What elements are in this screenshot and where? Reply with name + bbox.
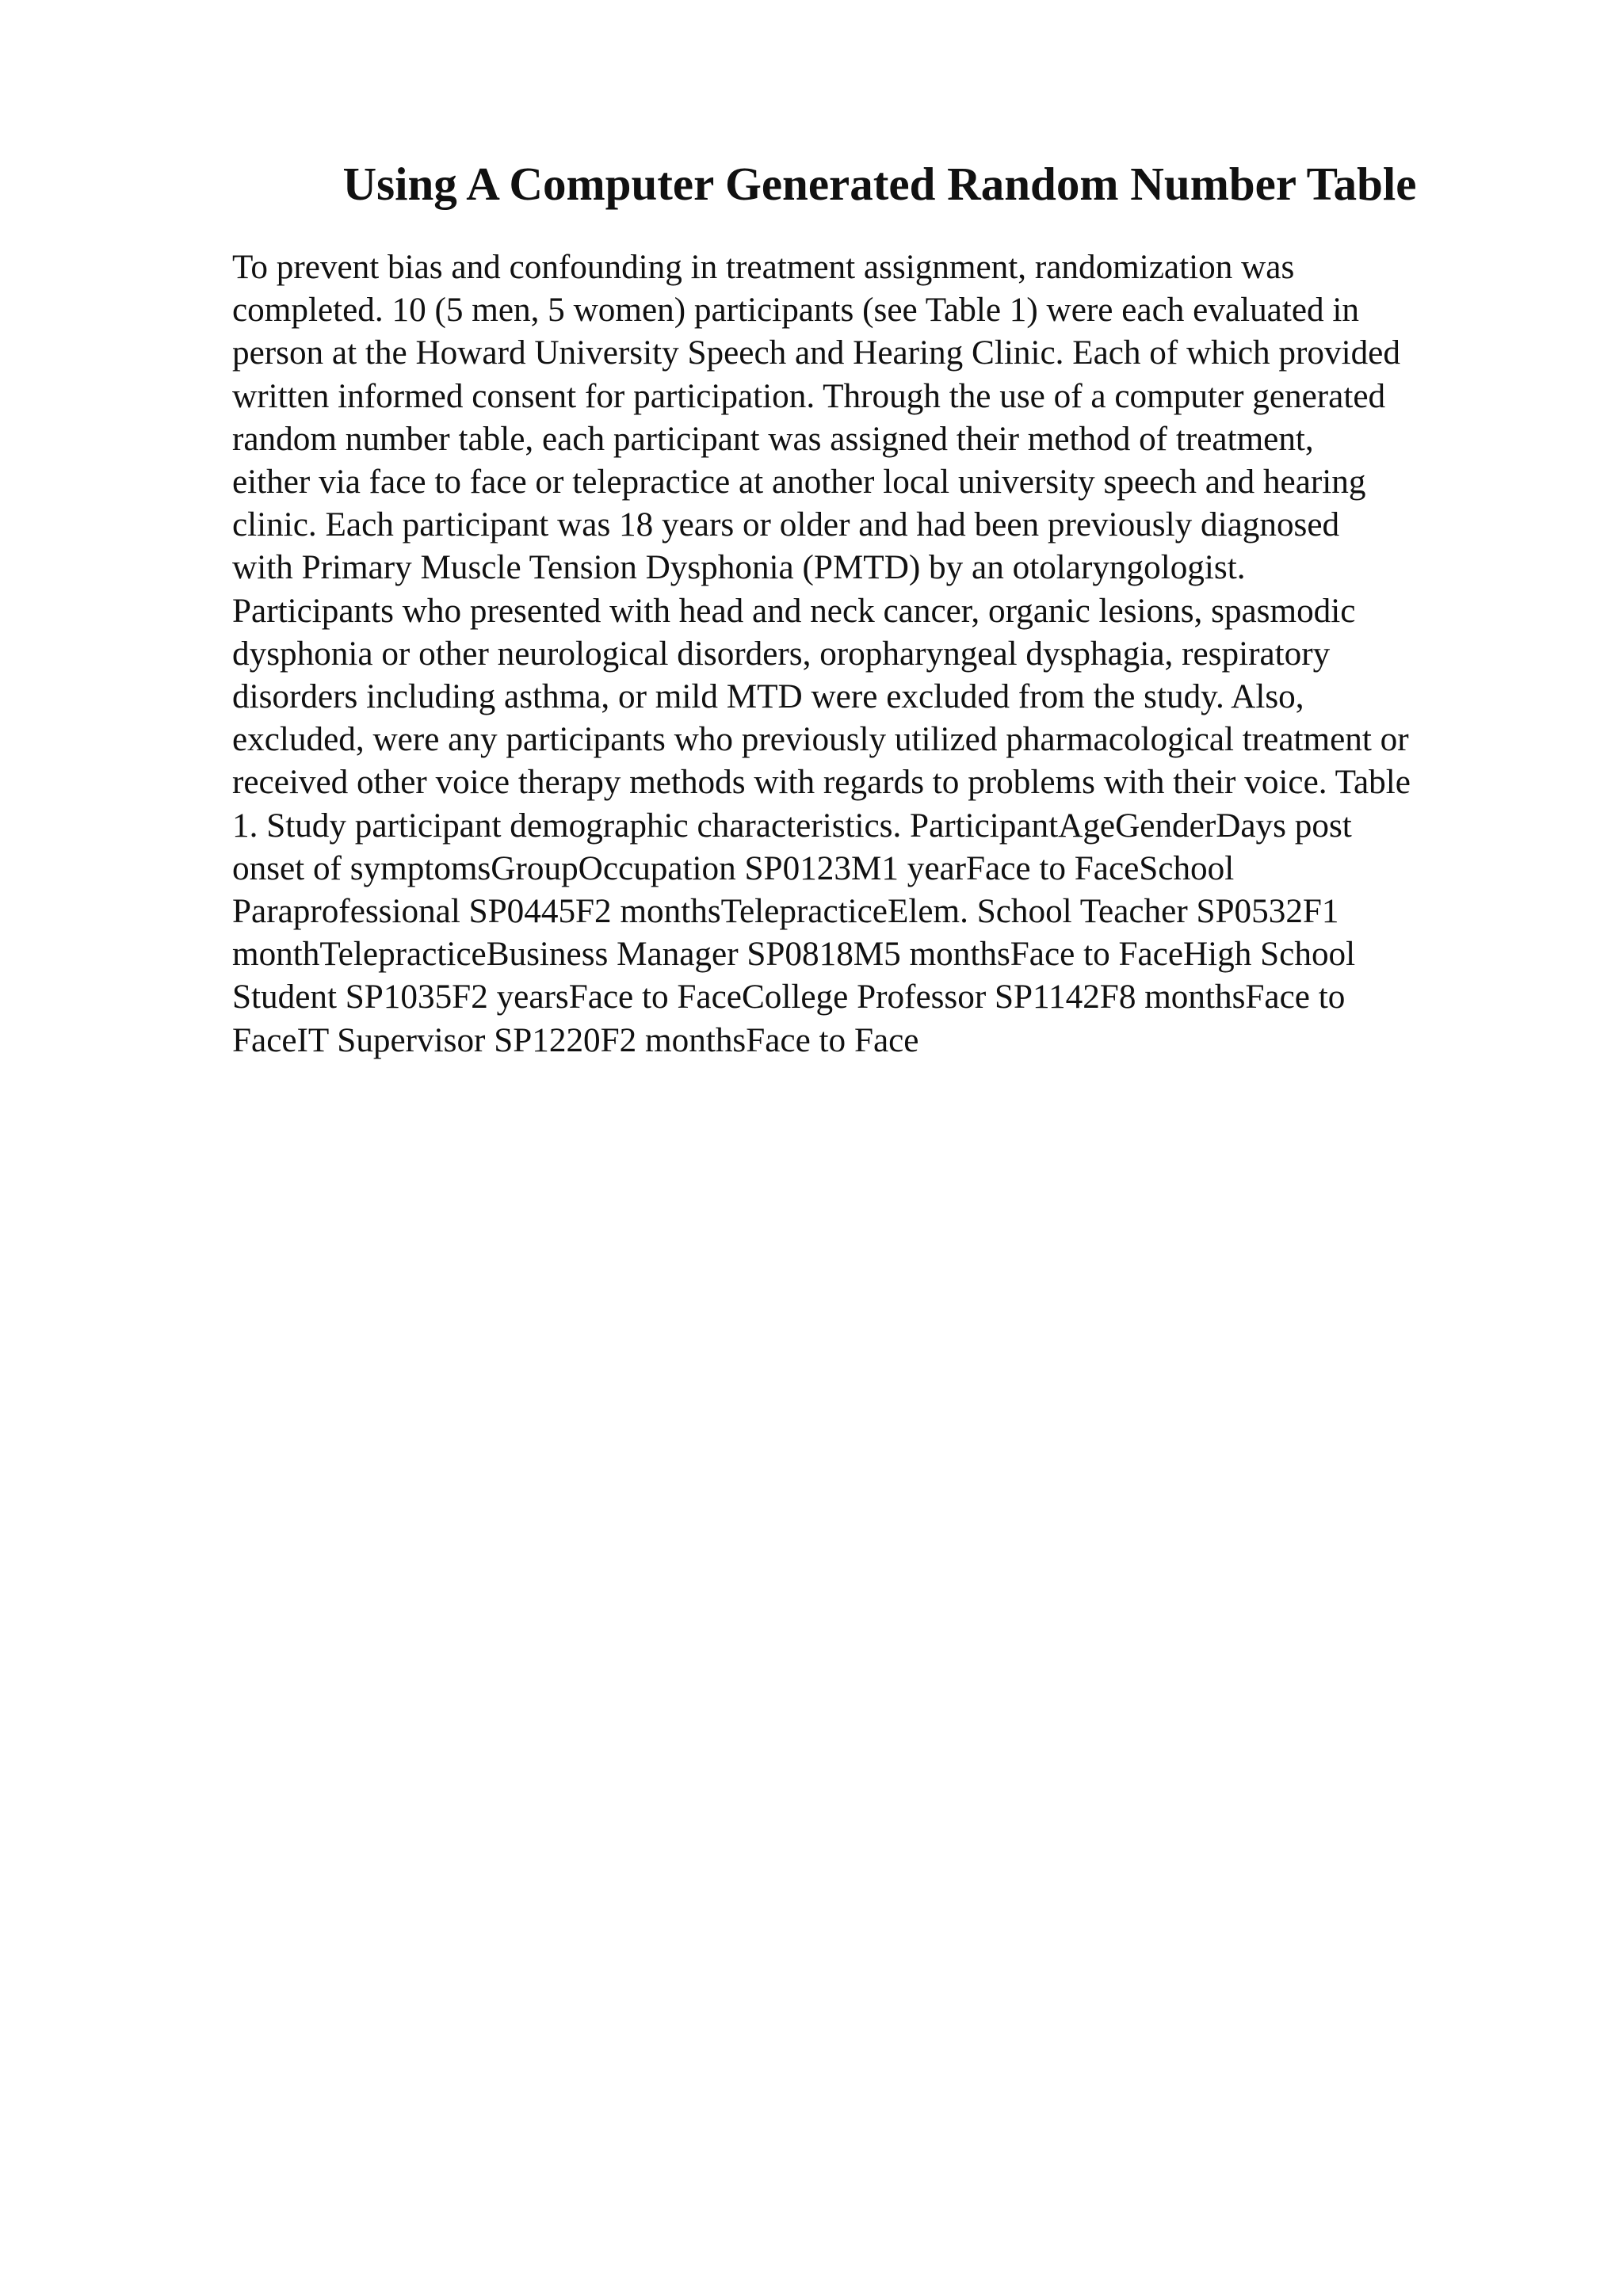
body-line: Student SP1035F2 yearsFace to FaceCollege Professor SP1142F8 monthsFace to [232, 978, 1346, 1016]
body-line: onset of symptomsGroupOccupation SP0123M1 yearFace to FaceSchool [232, 849, 1235, 887]
body-line: Participants who presented with head and neck cancer, organic lesions, spasmodic [232, 592, 1356, 630]
body-line: random number table, each participant was assigned their method of treatment, [232, 420, 1314, 458]
page-title: Using A Computer Generated Random Number Table [342, 158, 1417, 210]
body-line: clinic. Each participant was 18 years or older and had been previously diagnosed [232, 506, 1340, 544]
body-line: monthTelepracticeBusiness Manager SP0818M5 monthsFace to FaceHigh School [232, 936, 1356, 974]
body-line: person at the Howard University Speech and Hearing Clinic. Each of which provided [232, 334, 1400, 372]
body-line: FaceIT Supervisor SP1220F2 monthsFace to Face [232, 1021, 919, 1059]
body-line: 1. Study participant demographic characteristics. ParticipantAgeGenderDays post [232, 807, 1352, 845]
body-line: dysphonia or other neurological disorders, oropharyngeal dysphagia, respiratory [232, 635, 1331, 673]
body-line: either via face to face or telepractice at another local university speech and hearing [232, 463, 1366, 502]
body-line: received other voice therapy methods with regards to problems with their voice. Table [232, 764, 1411, 802]
body-line: completed. 10 (5 men, 5 women) participants (see Table 1) were each evaluated in [232, 292, 1360, 330]
body-line: disorders including asthma, or mild MTD were excluded from the study. Also, [232, 678, 1304, 716]
body-line: written informed consent for participation. Through the use of a computer generated [232, 377, 1386, 415]
body-line: To prevent bias and confounding in treatment assignment, randomization was [232, 249, 1295, 286]
body-line: Paraprofessional SP0445F2 monthsTelepracticeElem. School Teacher SP0532F1 [232, 893, 1339, 931]
body-paragraph [232, 246, 1516, 1062]
body-line: with Primary Muscle Tension Dysphonia (PMTD) by an otolaryngologist. [232, 549, 1246, 587]
body-line: excluded, were any participants who previously utilized pharmacological treatment or [232, 721, 1409, 759]
